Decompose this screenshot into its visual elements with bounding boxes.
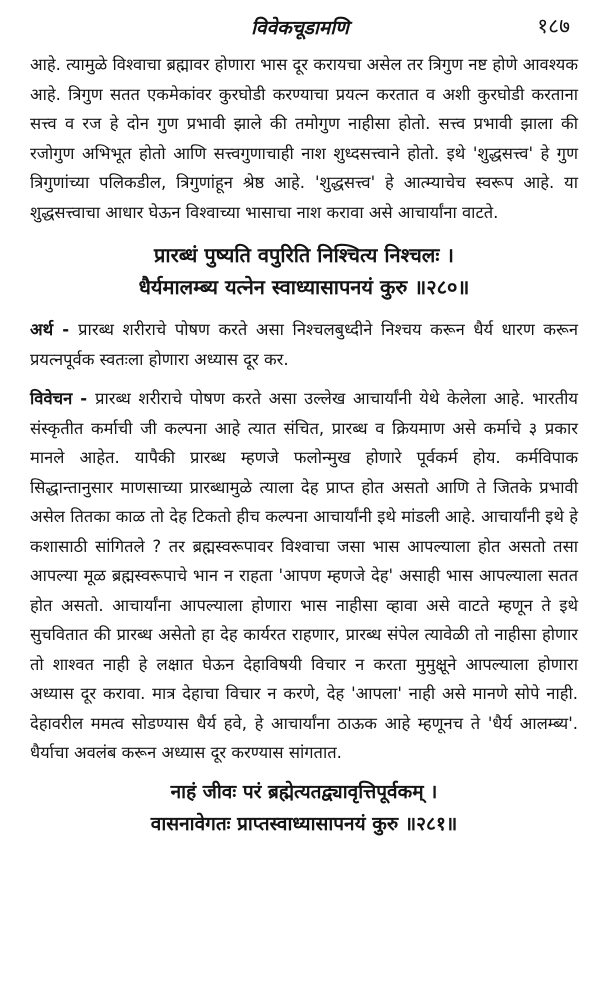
commentary-text: प्रारब्ध शरीराचे पोषण करते असा उल्लेख आचार्यांनी येथे केलेला आहे. भारतीय संस्कृतीत कर्माची जी कल्पना आहे त्यात संचित, प्रारब्ध व क्रियमाण असे कर्माचे ३ प्रकार मानले आहेत. यापैकी प्रारब्ध म्हणजे फलोन्मुख होणारे पूर्वकर्म होय. कर्मविपाक सिद्धान्तानुसार माणसाच्या प्रारब्धामुळे त्याला देह प्राप्त होत असतो आणि ते जितके प्रभावी असेल तितका काळ तो देह टिकतो हीच कल्पना आचार्यांनी इथे मांडली आहे. आचार्यांनी इथे हे कशासाठी सांगितले ? तर ब्रह्मस्वरूपावर विश्वाचा जसा भास आपल्याला होत असतो तसा आपल्या मूळ ब्रह्मस्वरूपाचे भान न राहता 'आपण म्हणजे देह' असाही भास आपल्याला सतत होत असतो. आचार्यांना आपल्याला होणारा भास नाहीसा व्हावा असे वाटते म्हणून ते इथे सुचवितात की प्रारब्ध असेतो हा देह कार्यरत राहणार, प्रारब्ध संपेल त्यावेळी तो नाहीसा होणार तो शाश्वत नाही हे लक्षात घेऊन देहाविषयी विचार न करता मुमुक्षूने आपल्याला होणारा अध्यास दूर करावा. मात्र देहाचा विचार न करणे, देह 'आपला' नाही असे मानणे सोपे नाही. देहावरील ममत्व सोडण्यास धैर्य हवे, हे आचार्यांना ठाऊक आहे म्हणूनच ते 'धैर्य आलम्ब्य'. धैर्याचा अवलंब करून अध्यास दूर करण्यास सांगतात. bbox=[30, 389, 578, 762]
verse-281-line-1: नाहं जीवः परं ब्रह्मेत्यतद्व्यावृत्तिपूर्वकम् । bbox=[170, 780, 438, 803]
page-number: १८७ bbox=[537, 14, 570, 38]
verse-280-line-2: धैर्यमालम्ब्य यत्नेन स्वाध्यासापनयं कुरु ॥२८०॥ bbox=[138, 275, 470, 299]
verse-281-line-2: वासनावेगतः प्राप्तस्वाध्यासापनयं कुरु ॥२८१॥ bbox=[150, 812, 458, 835]
verse-280 bbox=[30, 239, 578, 303]
page-body bbox=[30, 50, 578, 852]
commentary-label: विवेचन - bbox=[30, 389, 96, 408]
meaning-text: प्रारब्ध शरीराचे पोषण करते असा निश्चलबुध्दीने निश्चय करून धैर्य धारण करून प्रयत्नपूर्वक स्वतःला होणारा अध्यास दूर कर. bbox=[30, 320, 578, 369]
meaning-paragraph bbox=[30, 315, 578, 374]
intro-paragraph: आहे. त्यामुळे विश्वाचा ब्रह्मावर होणारा भास दूर करायचा असेल तर त्रिगुण नष्ट होणे आवश्यक आहे. त्रिगुण सतत एकमेकांवर कुरघोडी करण्याचा प्रयत्न करतात व अशी कुरघोडी करताना सत्त्व व रज हे दोन गुण प्रभावी झाले की तमोगुण नाहीसा होतो. सत्त्व प्रभावी झाला की रजोगुण अभिभूत होतो आणि सत्त्वगुणाचाही नाश शुध्दसत्त्वाने होतो. इथे 'शुद्धसत्त्व' हे गुण त्रिगुणांच्या पलिकडील, त्रिगुणांहून श्रेष्ठ आहे. 'शुद्धसत्त्व' हे आत्म्याचेच स्वरूप आहे. या शुद्धसत्त्वाचा आधार घेऊन विश्वाच्या भासाचा नाश करावा असे आचार्यांना वाटते. bbox=[30, 55, 578, 222]
page-header bbox=[0, 0, 600, 46]
running-title: विवेकचूडामणि bbox=[251, 17, 349, 39]
meaning-label: अर्थ - bbox=[30, 320, 79, 339]
commentary-paragraph bbox=[30, 384, 578, 768]
verse-281 bbox=[30, 776, 578, 840]
verse-280-line-1: प्रारब्धं पुष्यति वपुरिति निश्चित्य निश्चलः । bbox=[154, 243, 454, 267]
